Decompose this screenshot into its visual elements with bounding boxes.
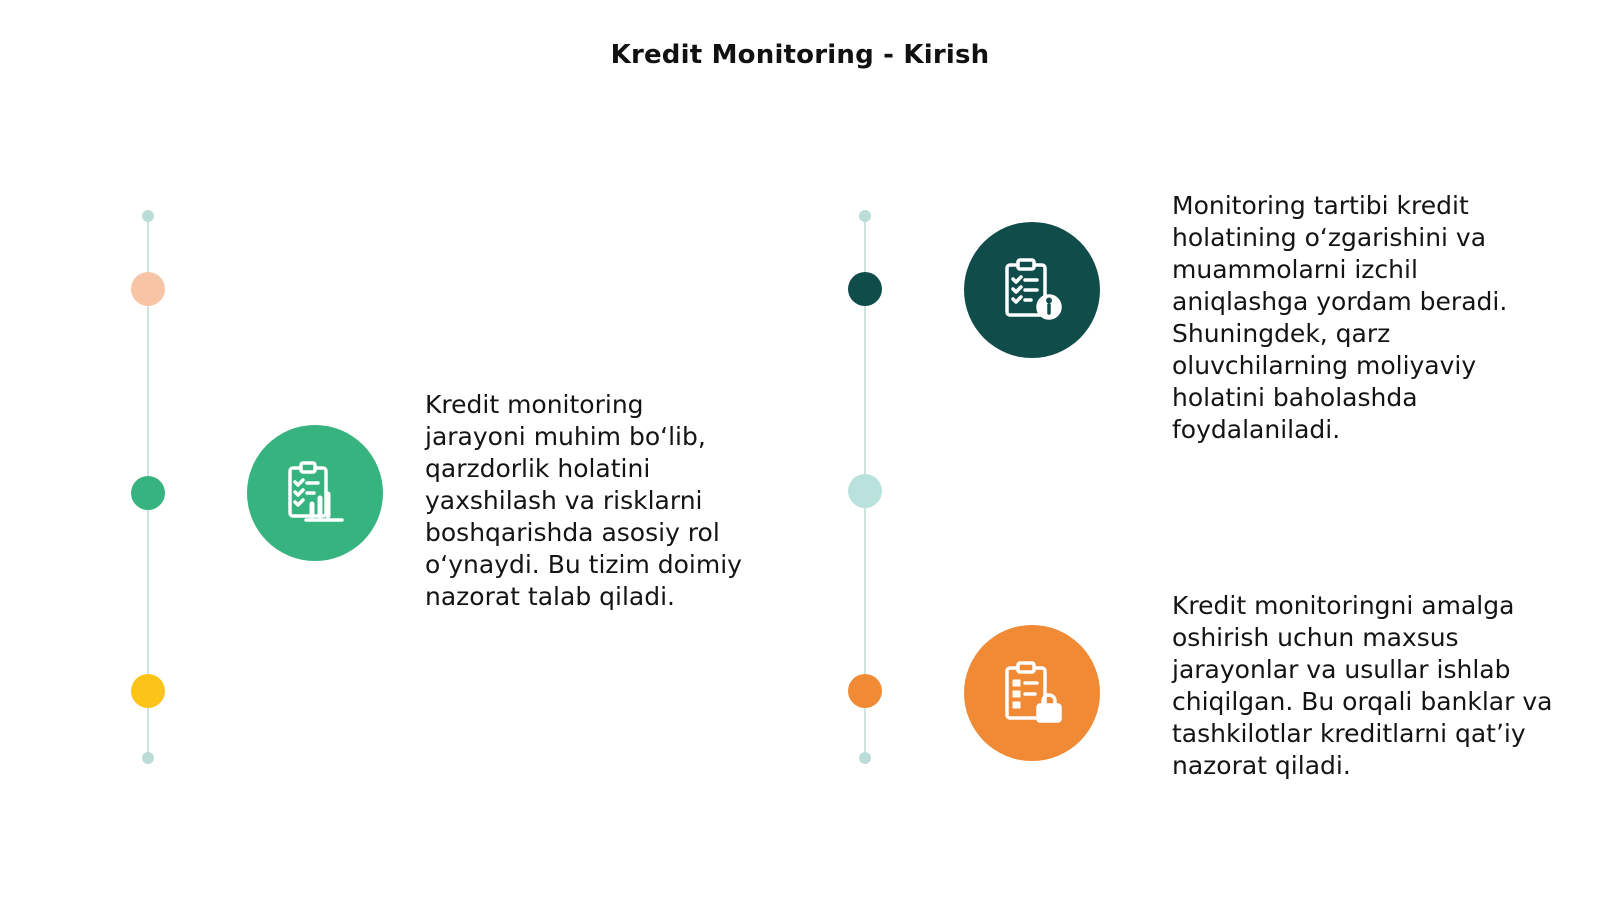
left-timeline: [128, 210, 168, 770]
right-timeline-dot-dark: [848, 272, 882, 306]
right-timeline-dot-orange: [848, 674, 882, 708]
section-1-text: Kredit monitoring jarayoni muhim boʻlib, qarzdorlik holatini yaxshilash va risklarni boshqarishda asosiy rol oʻynaydi. Bu tizim doimiy nazorat talab qiladi.: [425, 390, 742, 611]
right-timeline-dot-light: [848, 474, 882, 508]
page-title: Kredit Monitoring - Kirish: [610, 40, 990, 70]
right-timeline-start: [859, 210, 871, 222]
left-timeline-end: [142, 752, 154, 764]
section-2-text: Monitoring tartibi kredit holatining oʻzgarishini va muammolarni izchil aniqlashga yordam beradi. Shuningdek, qarz oluvchilarning moliyaviy holatini baholashda foydalaniladi.: [1172, 191, 1508, 444]
left-timeline-start: [142, 210, 154, 222]
clipboard-info-icon: [964, 222, 1100, 358]
left-timeline-dot-yellow: [131, 674, 165, 708]
left-timeline-dot-peach: [131, 272, 165, 306]
right-timeline-end: [859, 752, 871, 764]
clipboard-chart-icon: [247, 425, 383, 561]
right-timeline: [845, 210, 885, 770]
clipboard-lock-icon: [964, 625, 1100, 761]
section-3-text: Kredit monitoringni amalga oshirish uchun maxsus jarayonlar va usullar ishlab chiqilgan. Bu orqali banklar va tashkilotlar kreditlarni qatʼiy nazorat qiladi.: [1172, 591, 1553, 780]
left-timeline-dot-green: [131, 476, 165, 510]
